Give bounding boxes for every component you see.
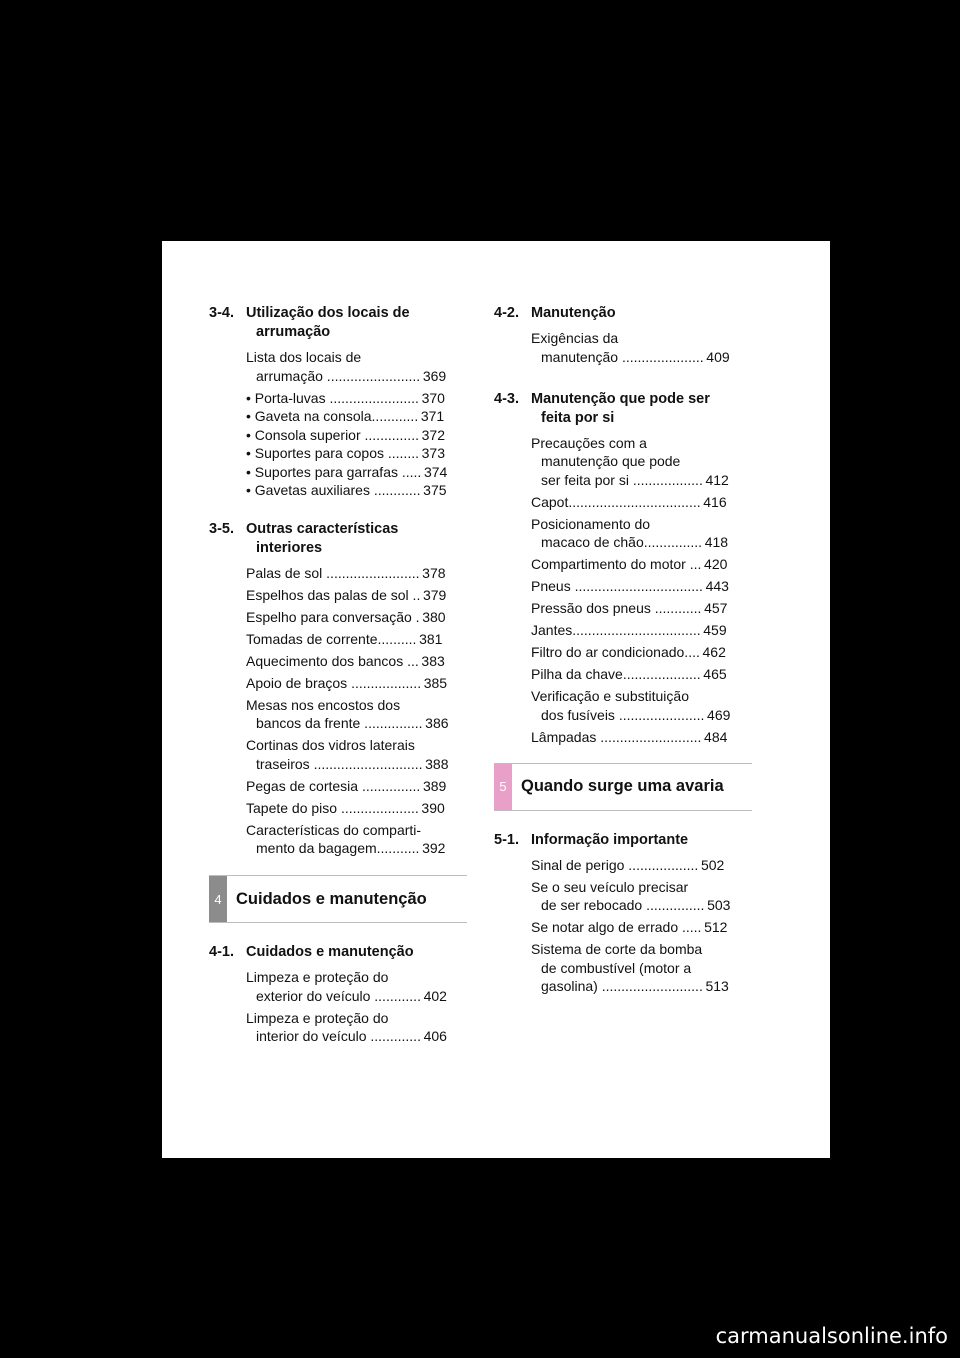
section-number: 4-1. [209, 944, 234, 960]
entry-title-dots: Pneus ................................. [531, 578, 703, 594]
section-spacer [494, 370, 752, 390]
entry-title-dots: dos fusíveis ...................... [541, 706, 705, 723]
entry-title-dots: manutenção ..................... [541, 348, 704, 365]
entry-page-number: 420 [704, 556, 728, 572]
entry-last-line [531, 856, 752, 875]
entry-title-dots: bancos da frente ............... [256, 715, 423, 731]
entry-page-number: 369 [422, 367, 447, 384]
entry-title-dots: exterior do veículo ............ [256, 987, 421, 1004]
section-number: 5-1. [494, 831, 519, 848]
chapter-banner [494, 763, 752, 811]
entry-last-line [246, 463, 467, 482]
entry-title-line: Cortinas dos vidros laterais [246, 737, 415, 753]
toc-section [209, 943, 467, 1046]
toc-entry[interactable] [531, 555, 752, 574]
entry-page-number: 402 [423, 987, 447, 1004]
entry-title-line: Precauções com a [531, 434, 647, 451]
toc-section [494, 390, 752, 747]
entry-page-number: 484 [704, 728, 728, 745]
entry-title-line: Sistema de corte da bomba [531, 941, 703, 957]
section-title-line: Informação importante [531, 831, 689, 848]
entry-last-line [531, 728, 752, 747]
toc-entry[interactable] [531, 856, 752, 875]
entry-title-line: Posicionamento do [531, 515, 651, 532]
entry-title-dots: macaco de chão............... [541, 534, 703, 550]
toc-entry[interactable] [531, 599, 752, 618]
entry-title-line: Limpeza e proteção do [246, 969, 389, 985]
toc-entry[interactable] [246, 426, 467, 445]
entry-page-number: 459 [703, 622, 727, 638]
toc-entry[interactable] [246, 821, 467, 858]
entry-title-dots: gasolina) .......................... [541, 978, 703, 994]
entry-title-dots: interior do veículo ............. [256, 1028, 421, 1044]
entry-last-line [246, 799, 467, 818]
entry-title-dots: Aquecimento dos bancos ... [246, 652, 419, 669]
entry-last-line [531, 665, 752, 684]
toc-entry[interactable] [531, 329, 752, 366]
entry-last-line [246, 389, 467, 408]
section-title-line: Manutenção que pode ser [531, 390, 710, 407]
entry-title-dots: Sinal de perigo .................. [531, 856, 699, 873]
toc-section [209, 520, 467, 858]
section-heading [209, 520, 467, 558]
toc-entry[interactable] [246, 968, 467, 1005]
entry-page-number: 385 [423, 674, 448, 691]
toc-entry[interactable] [246, 586, 467, 605]
section-title [246, 943, 467, 962]
entry-last-line [246, 987, 467, 1006]
toc-entry[interactable] [531, 577, 752, 596]
toc-entry[interactable] [246, 1009, 467, 1046]
entry-title-dots: Apoio de braços .................. [246, 674, 422, 691]
section-heading [209, 304, 467, 342]
entry-title-line: Limpeza e proteção do [246, 1009, 389, 1026]
entry-title-dots: Tapete do piso .................... [246, 799, 419, 816]
entry-page-number: 371 [420, 408, 445, 424]
chapter-spacer [209, 923, 467, 943]
entry-title-dots: Espelhos das palas de sol .. [246, 586, 421, 603]
chapter-spacer [209, 861, 467, 875]
toc-entry[interactable] [246, 674, 467, 693]
entry-page-number: 375 [423, 482, 447, 498]
entry-last-line [531, 577, 752, 596]
section-number: 4-2. [494, 305, 519, 321]
toc-entry[interactable] [246, 463, 467, 482]
entry-last-line [246, 564, 467, 583]
entry-list [531, 434, 752, 747]
entry-last-line [246, 630, 467, 649]
toc-entry[interactable] [246, 348, 467, 385]
chapter-spacer [494, 750, 752, 763]
entry-page-number: 462 [702, 644, 726, 660]
entry-page-number: 412 [705, 471, 729, 488]
section-title-line: interiores [256, 539, 323, 556]
entry-page-number: 416 [703, 493, 727, 510]
entry-last-line [531, 348, 752, 367]
entry-title-dots: • Porta-luvas ....................... [246, 389, 419, 406]
entry-page-number: 372 [421, 426, 445, 443]
entry-page-number: 390 [421, 799, 445, 816]
entry-page-number: 457 [704, 600, 728, 616]
entry-title-dots: Pressão dos pneus ............ [531, 600, 702, 616]
entry-page-number: 469 [707, 706, 731, 723]
entry-page-number: 378 [422, 564, 446, 581]
entry-list [246, 348, 467, 500]
entry-page-number: 503 [707, 897, 731, 913]
entry-last-line [246, 714, 467, 733]
entry-last-line [531, 493, 752, 512]
entry-last-line [246, 444, 467, 463]
section-number: 3-5. [209, 520, 234, 537]
section-heading [494, 390, 752, 428]
entry-last-line [246, 586, 467, 605]
entry-last-line [531, 621, 752, 640]
entry-last-line [531, 471, 752, 490]
toc-entry[interactable] [531, 687, 752, 724]
section-title [531, 831, 752, 850]
entry-title-line: manutenção que pode [541, 453, 681, 469]
section-heading [494, 831, 752, 850]
section-number: 4-3. [494, 390, 519, 407]
chapter-title: Quando surge uma avaria [521, 777, 724, 795]
toc-entry[interactable] [246, 444, 467, 463]
toc-section [494, 831, 752, 996]
entry-title-line: de combustível (motor a [541, 959, 692, 976]
section-title [531, 304, 752, 323]
entry-page-number: 388 [425, 755, 449, 772]
entry-page-number: 386 [425, 715, 449, 731]
toc-entry[interactable] [531, 643, 752, 662]
entry-last-line [531, 533, 752, 552]
entry-page-number: 443 [705, 578, 729, 594]
entry-title-line: Características do comparti- [246, 821, 422, 838]
toc-entry[interactable] [531, 493, 752, 512]
toc-entry[interactable] [246, 481, 467, 500]
entry-title-dots: Se notar algo de errado ..... [531, 919, 702, 935]
entry-last-line [246, 652, 467, 671]
entry-title-line: Lista dos locais de [246, 349, 362, 365]
entry-title-dots: Compartimento do motor ... [531, 556, 702, 572]
toc-entry[interactable] [531, 515, 752, 552]
entry-last-line [246, 426, 467, 445]
entry-last-line [246, 839, 467, 858]
entry-page-number: 409 [706, 348, 730, 365]
entry-last-line [246, 608, 467, 627]
entry-page-number: 512 [704, 919, 728, 935]
entry-page-number: 465 [703, 666, 727, 682]
entry-last-line [531, 977, 752, 996]
entry-title-dots: Lâmpadas .......................... [531, 728, 702, 745]
toc-entry[interactable] [246, 736, 467, 773]
entry-last-line [531, 555, 752, 574]
toc-entry[interactable] [531, 728, 752, 747]
entry-last-line [531, 896, 752, 915]
entry-title-dots: Jantes................................. [531, 622, 701, 638]
toc-entry[interactable] [246, 407, 467, 426]
entry-page-number: 389 [422, 777, 447, 794]
entry-title-dots: ser feita por si .................. [541, 471, 703, 488]
toc-right-column [494, 304, 752, 999]
toc-section [209, 304, 467, 500]
entry-title-dots: • Suportes para garrafas ..... [246, 463, 422, 480]
entry-page-number: 502 [700, 856, 725, 873]
entry-page-number: 381 [419, 630, 443, 647]
entry-last-line [531, 643, 752, 662]
toc-entry[interactable] [246, 777, 467, 796]
entry-title-dots: Capot.................................. [531, 493, 701, 510]
section-title [531, 390, 752, 428]
entry-title-dots: traseiros ............................ [256, 755, 423, 772]
entry-list [246, 968, 467, 1046]
entry-page-number: 374 [423, 463, 448, 480]
toc-entry[interactable] [531, 621, 752, 640]
toc-left-column [209, 304, 467, 1049]
entry-page-number: 406 [423, 1028, 447, 1044]
entry-list [531, 329, 752, 366]
entry-page-number: 379 [422, 586, 447, 603]
entry-title-dots: arrumação ........................ [256, 367, 421, 384]
toc-entry[interactable] [531, 940, 752, 996]
entry-list [531, 856, 752, 996]
section-title-line: feita por si [541, 409, 615, 426]
entry-last-line [246, 674, 467, 693]
entry-last-line [246, 1027, 467, 1046]
entry-last-line [246, 367, 467, 386]
entry-page-number: 373 [421, 445, 445, 461]
entry-title-dots: • Consola superior .............. [246, 426, 419, 443]
section-number: 3-4. [209, 305, 234, 321]
entry-title-dots: Tomadas de corrente.......... [246, 630, 417, 647]
entry-last-line [246, 777, 467, 796]
chapter-tab: 4 [209, 876, 227, 922]
toc-entry[interactable] [531, 434, 752, 490]
entry-title-line: Mesas nos encostos dos [246, 696, 401, 713]
entry-title-dots: mento da bagagem........... [256, 840, 420, 856]
entry-title-line: Se o seu veículo precisar [531, 878, 689, 895]
section-title-line: Manutenção [531, 305, 616, 321]
entry-title-dots: • Suportes para copos ........ [246, 445, 419, 461]
chapter-banner [209, 875, 467, 923]
toc-entry[interactable] [246, 564, 467, 583]
entry-list [246, 564, 467, 858]
entry-title-dots: Palas de sol ........................ [246, 564, 420, 581]
section-heading [494, 304, 752, 323]
entry-page-number: 380 [422, 608, 446, 625]
chapter-spacer [494, 811, 752, 831]
chapter-tab: 5 [494, 764, 512, 810]
entry-page-number: 392 [422, 840, 446, 856]
entry-title-dots: Filtro do ar condicionado.... [531, 644, 700, 660]
entry-page-number: 370 [421, 389, 445, 406]
entry-last-line [246, 481, 467, 500]
entry-last-line [531, 599, 752, 618]
entry-title-line: Verificação e substituição [531, 688, 689, 704]
section-title [246, 304, 467, 342]
entry-page-number: 383 [421, 652, 445, 669]
entry-title-dots: • Gaveta na consola............ [246, 408, 419, 424]
manual-page [162, 241, 830, 1158]
section-title-line: Cuidados e manutenção [246, 944, 414, 960]
entry-page-number: 513 [705, 978, 729, 994]
chapter-title: Cuidados e manutenção [236, 889, 427, 908]
toc-entry[interactable] [531, 878, 752, 915]
entry-page-number: 418 [704, 534, 729, 550]
watermark: carmanualsonline.info [715, 1324, 948, 1348]
section-heading [209, 943, 467, 962]
entry-title-dots: Espelho para conversação . [246, 608, 420, 625]
section-title [246, 520, 467, 558]
section-title-line: arrumação [256, 324, 331, 340]
toc-entry[interactable] [531, 665, 752, 684]
toc-entry[interactable] [246, 630, 467, 649]
toc-section [494, 304, 752, 366]
toc-entry[interactable] [246, 696, 467, 733]
toc-entry[interactable] [246, 389, 467, 408]
toc-entry[interactable] [246, 652, 467, 671]
toc-entry[interactable] [246, 799, 467, 818]
section-title-line: Utilização dos locais de [246, 305, 410, 321]
entry-title-line: Exigências da [531, 330, 619, 346]
entry-title-dots: Pilha da chave.................... [531, 666, 701, 682]
entry-last-line [246, 755, 467, 774]
toc-entry[interactable] [246, 608, 467, 627]
toc-entry[interactable] [531, 918, 752, 937]
entry-last-line [531, 706, 752, 725]
section-spacer [209, 500, 467, 520]
entry-title-dots: de ser rebocado ............... [541, 897, 705, 913]
entry-title-dots: • Gavetas auxiliares ............ [246, 482, 421, 498]
entry-title-dots: Pegas de cortesia ............... [246, 777, 421, 794]
entry-last-line [531, 918, 752, 937]
section-title-line: Outras características [246, 520, 399, 537]
entry-last-line [246, 407, 467, 426]
